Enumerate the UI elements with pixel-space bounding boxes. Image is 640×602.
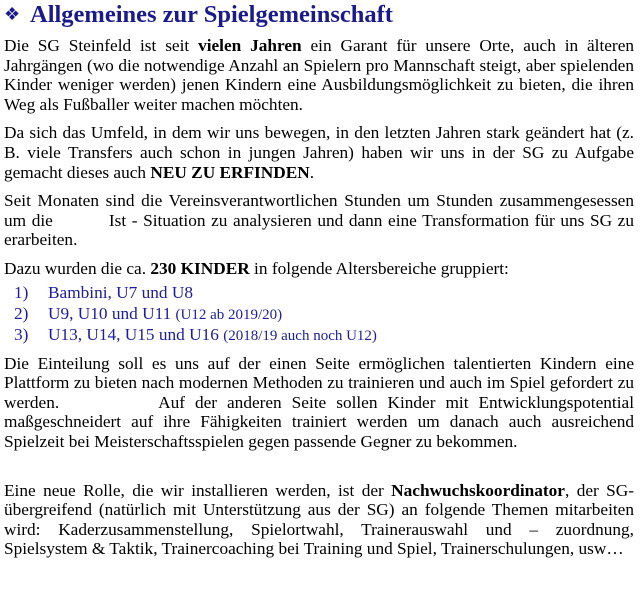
- age-group-list: [4, 283, 634, 346]
- diamond-cluster-icon: ❖: [4, 4, 21, 25]
- list-item: 3) U13, U14, U15 und U16 (2018/19 auch noch U12): [14, 324, 377, 344]
- paragraph-coordinator: Eine neue Rolle, die wir installieren werden, ist der Nachwuchskoordinator, der SG-übergreifend (natürlich mit Unterstützung aus der SG) an folgende Themen mitarbeiten wird: Kaderzusammenstellung, Spielortwahl, Trainerauswahl und – zuordnung, Spielsystem & Taktik, Trainercoaching bei Training und Spiel, Trainerschulungen, usw…: [4, 480, 635, 559]
- paragraph-environment: Da sich das Umfeld, in dem wir uns bewegen, in den letzten Jahren stark geändert hat (z. B. viele Transfers auch schon in jungen Jahren) haben wir uns in der SG zu Aufgabe gemacht dieses auch NEU ZU ERFINDEN.: [4, 123, 634, 182]
- section-heading: [4, 0, 634, 30]
- paragraph-intro: Die SG Steinfeld ist seit vielen Jahren ein Garant für unsere Orte, auch in älteren Jahrgängen (wo die notwendige Anzahl an Spielern pro Mannschaft steigt, aber spielenden Kinder weniger werden) jenen Kindern eine Ausbildungsmöglichkeit zu bieten, die ihren Weg als Fußballer weiter machen möchten.: [4, 36, 635, 114]
- paragraph-months: Seit Monaten sind die Vereinsverantwortlichen Stunden um Stunden zusammengesessen um die Ist - Situation zu analysieren und dann eine Transformation für uns SG zu erarbeiten.: [4, 191, 639, 250]
- list-item: 1) Bambini, U7 und U8: [14, 282, 193, 302]
- document-page: [4, 0, 639, 568]
- list-item: 2) U9, U10 und U11 (U12 ab 2019/20): [14, 303, 283, 323]
- paragraph-groups-intro: Dazu wurden die ca. 230 KINDER in folgende Altersbereiche gruppiert:: [4, 258, 509, 278]
- spacer: [4, 461, 634, 481]
- section-title: Allgemeines zur Spielgemeinschaft: [30, 1, 393, 28]
- paragraph-division: Die Einteilung soll es uns auf der einen Seite ermöglichen talentierten Kindern eine Plattform zu bieten nach modernen Methoden zu trainieren und auch im Spiel gefordert zu werden. Auf der anderen Seite sollen Kinder mit Entwicklungspotential maßgeschneidert auf ihre Fähigkeiten trainiert werden um danach auch ausreichend Spielzeit bei Meisterschaftsspielen gegen passende Gegner zu bekommen.: [4, 353, 639, 451]
